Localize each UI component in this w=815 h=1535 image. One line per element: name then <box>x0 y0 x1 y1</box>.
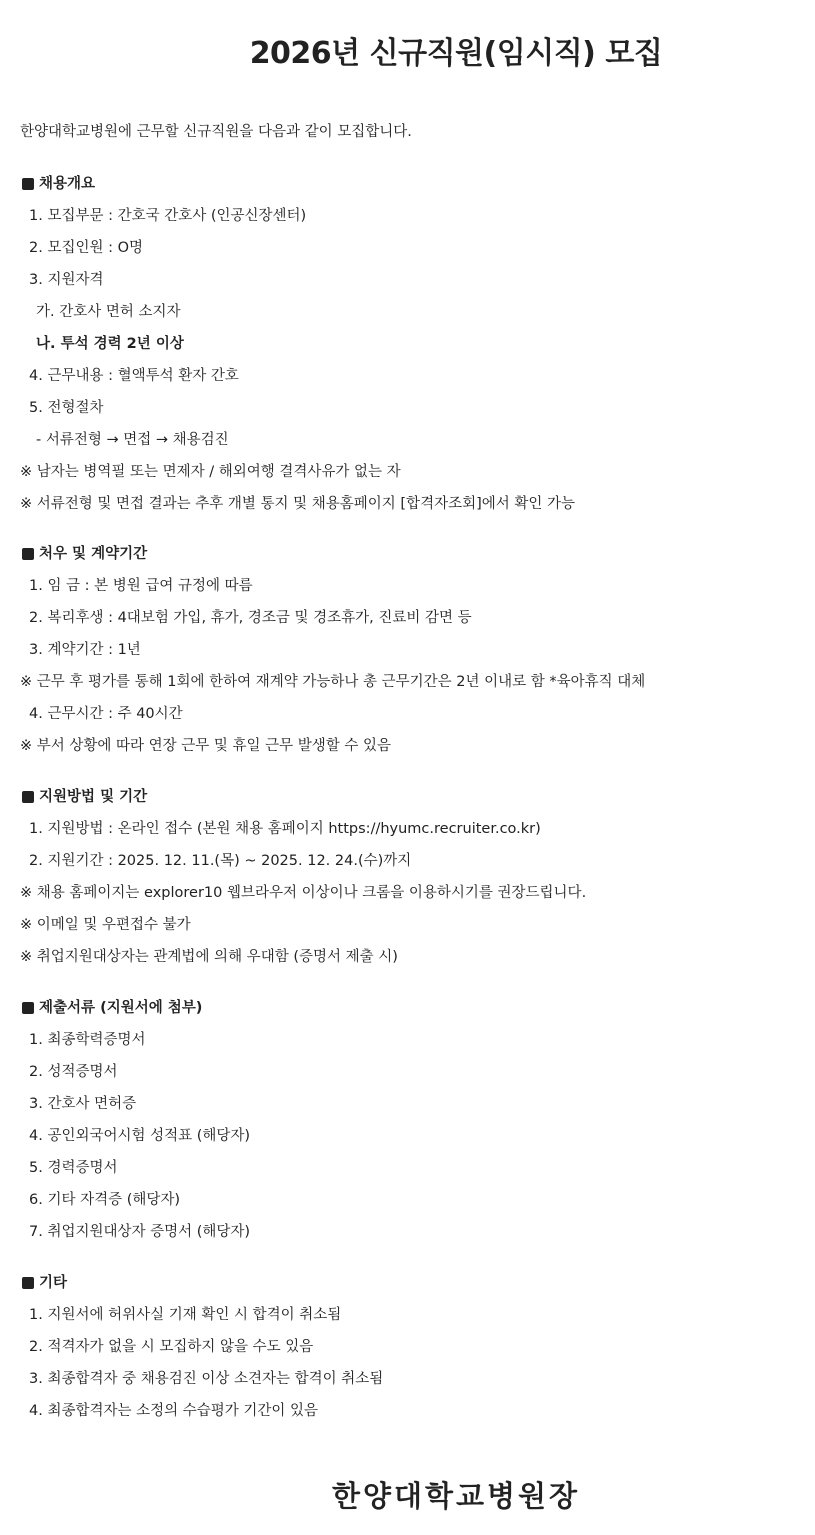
section-misc <box>20 1267 800 1427</box>
section-heading-text: 기타 <box>39 1275 68 1291</box>
note-line: ※ 취업지원대상자는 관계법에 의해 우대함 (증명서 제출 시) <box>20 949 398 965</box>
list-item: 5. 전형절차 <box>29 400 104 416</box>
section-heading <box>20 992 800 1024</box>
section-heading <box>20 781 800 813</box>
list-item: 1. 모집부문 : 간호국 간호사 (인공신장센터) <box>29 208 307 224</box>
page-title: 2026년 신규직원(임시직) 모집 <box>249 36 663 71</box>
square-bullet-icon <box>22 1002 34 1014</box>
list-item: 2. 성적증명서 <box>29 1064 118 1080</box>
section-benefits <box>20 538 800 762</box>
list-item: 1. 지원서에 허위사실 기재 확인 시 합격이 취소됨 <box>29 1307 342 1323</box>
list-item: 가. 간호사 면허 소지자 <box>36 304 181 320</box>
note-line: ※ 이메일 및 우편접수 불가 <box>20 917 191 933</box>
section-application <box>20 781 800 973</box>
list-item: 2. 모집인원 : O명 <box>29 240 143 256</box>
list-item: 1. 임 금 : 본 병원 급여 규정에 따름 <box>29 578 253 594</box>
square-bullet-icon <box>22 178 34 190</box>
list-item: 2. 복리후생 : 4대보험 가입, 휴가, 경조금 및 경조휴가, 진료비 감면 등 <box>29 610 472 626</box>
section-heading-text: 지원방법 및 기간 <box>39 789 148 805</box>
list-item: 3. 최종합격자 중 채용검진 이상 소견자는 합격이 취소됨 <box>29 1371 384 1387</box>
section-heading-text: 채용개요 <box>39 176 96 192</box>
list-item: 2. 지원기간 : 2025. 12. 11.(목) ~ 2025. 12. 24.(수)까지 <box>29 853 412 869</box>
list-item: 1. 지원방법 : 온라인 접수 (본원 채용 홈페이지 https://hyumc.recruiter.co.kr) <box>29 821 541 837</box>
list-item: 3. 계약기간 : 1년 <box>29 642 141 658</box>
intro-text: 한양대학교병원에 근무할 신규직원을 다음과 같이 모집합니다. <box>20 124 412 140</box>
list-item: 나. 투석 경력 2년 이상 <box>36 336 184 352</box>
square-bullet-icon <box>22 791 34 803</box>
list-item: 2. 적격자가 없을 시 모집하지 않을 수도 있음 <box>29 1339 314 1355</box>
list-item: 1. 최종학력증명서 <box>29 1032 146 1048</box>
section-heading-text: 제출서류 (지원서에 첨부) <box>39 1000 203 1016</box>
list-item: 3. 간호사 면허증 <box>29 1096 137 1112</box>
list-item: - 서류전형 → 면접 → 채용검진 <box>36 432 229 448</box>
section-overview <box>20 168 800 520</box>
note-line: ※ 채용 홈페이지는 explorer10 웹브라우저 이상이나 크롬을 이용하시기를 권장드립니다. <box>20 885 587 901</box>
list-item: 5. 경력증명서 <box>29 1160 118 1176</box>
section-heading <box>20 1267 800 1299</box>
list-item: 4. 근무내용 : 혈액투석 환자 간호 <box>29 368 239 384</box>
square-bullet-icon <box>22 548 34 560</box>
list-item: 4. 최종합격자는 소정의 수습평가 기간이 있음 <box>29 1403 319 1419</box>
note-line: ※ 부서 상황에 따라 연장 근무 및 휴일 근무 발생할 수 있음 <box>20 738 392 754</box>
issuer-signature: 한양대학교병원장 <box>331 1479 581 1513</box>
square-bullet-icon <box>22 1277 34 1289</box>
list-item: 4. 공인외국어시험 성적표 (해당자) <box>29 1128 251 1144</box>
list-item: 7. 취업지원대상자 증명서 (해당자) <box>29 1224 251 1240</box>
list-item: 6. 기타 자격증 (해당자) <box>29 1192 181 1208</box>
note-line: ※ 남자는 병역필 또는 면제자 / 해외여행 결격사유가 없는 자 <box>20 464 401 480</box>
note-line: ※ 근무 후 평가를 통해 1회에 한하여 재계약 가능하나 총 근무기간은 2년 이내로 함 *육아휴직 대체 <box>20 674 646 690</box>
section-heading <box>20 168 800 200</box>
list-item: 3. 지원자격 <box>29 272 104 288</box>
section-documents <box>20 992 800 1248</box>
note-line: ※ 서류전형 및 면접 결과는 추후 개별 통지 및 채용홈페이지 [합격자조회]에서 확인 가능 <box>20 496 576 512</box>
section-heading-text: 처우 및 계약기간 <box>39 546 148 562</box>
section-heading <box>20 538 800 570</box>
list-item: 4. 근무시간 : 주 40시간 <box>29 706 183 722</box>
